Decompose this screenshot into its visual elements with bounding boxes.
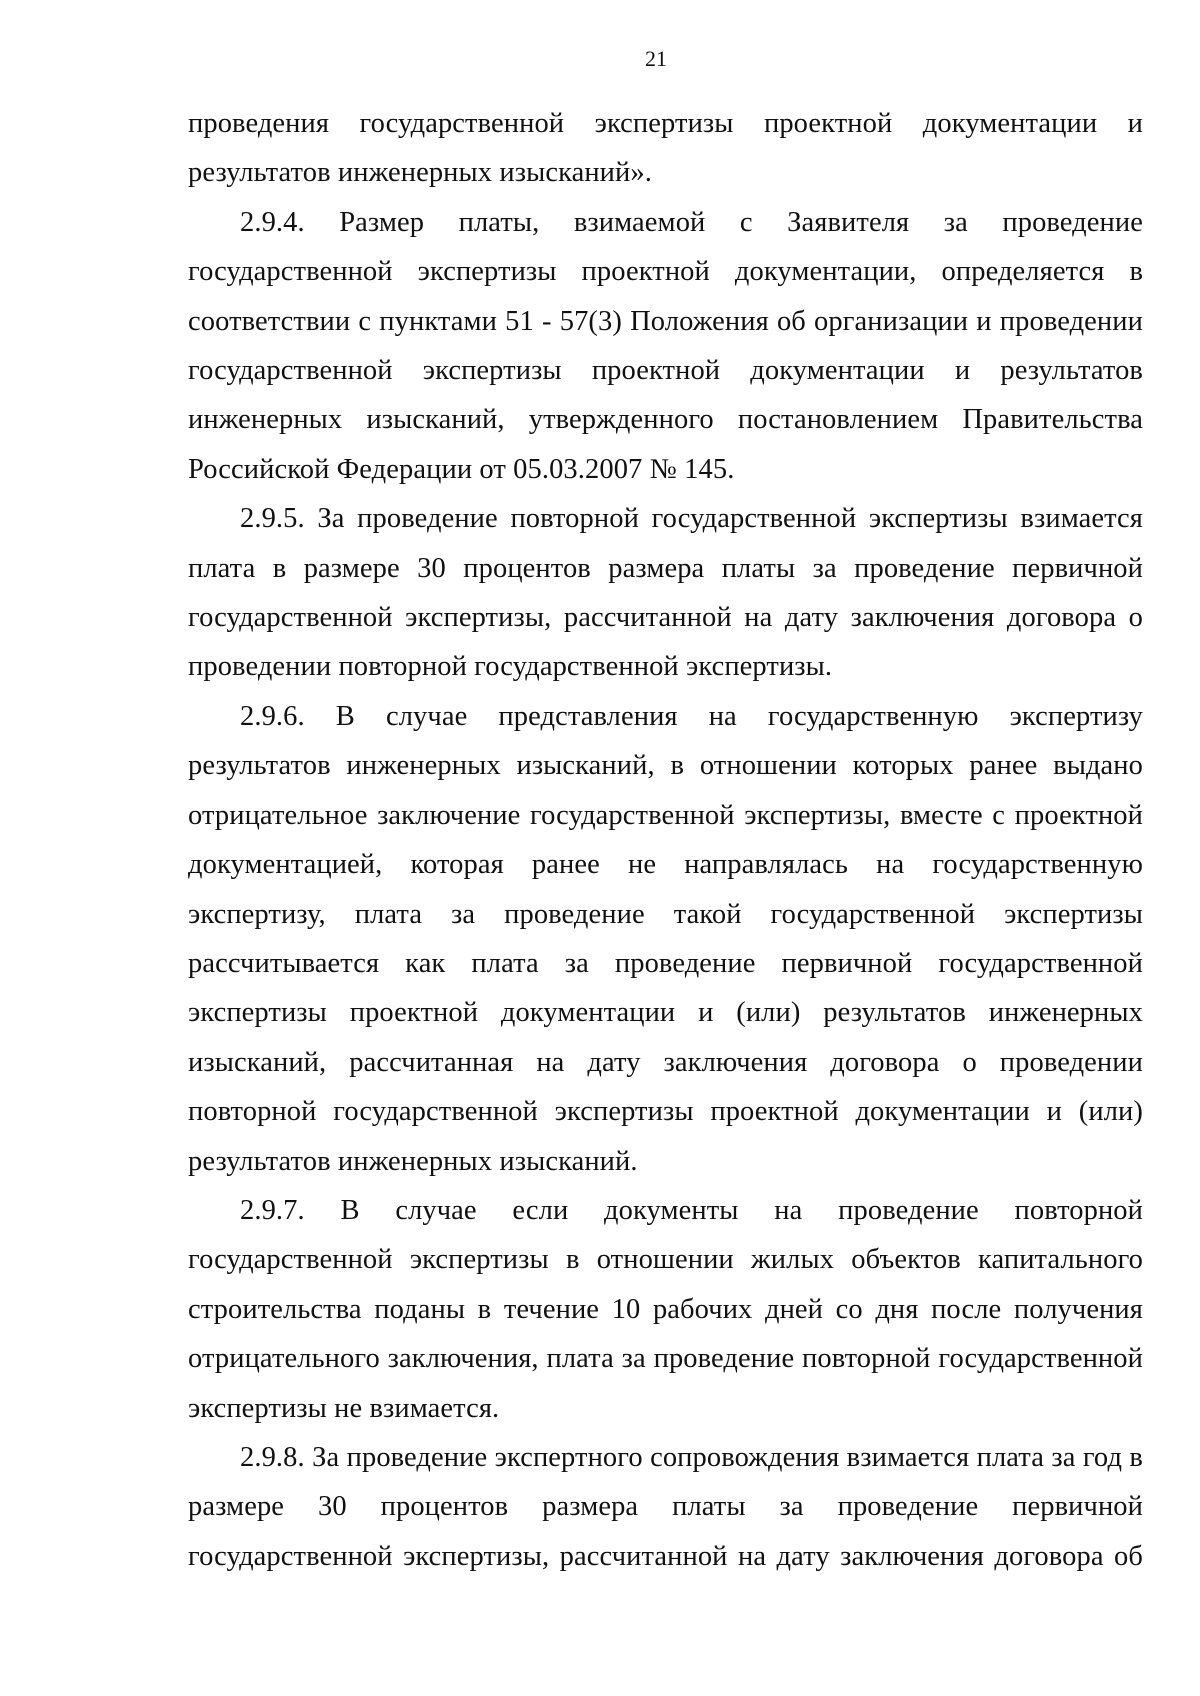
paragraph-2-9-6: 2.9.6. В случае представления на государственную экспертизу результатов инженерных изысканий, в отношении которых ранее выдано отрицательное заключение государственной экспертизы, вместе с проектной документацией, которая ранее не направлялась на государственную экспертизу, плата за проведение такой государственной экспертизы рассчитывается как плата за проведение первичной государственной экспертизы проектной документации и (или) результатов инженерных изысканий, рассчитанная на дату заключения договора о проведении повторной государственной экспертизы проектной документации и (или) результатов инженерных изысканий. [188, 700, 1143, 1177]
paragraph-2-9-8: 2.9.8. За проведение экспертного сопровождения взимается плата за год в размере 30 процентов размера платы за проведение первичной государственной экспертизы, рассчитанной на дату заключения договора об [188, 1441, 1143, 1572]
document-body [188, 99, 1143, 1581]
page-number: 21 [645, 46, 667, 71]
paragraph-continuation: проведения государственной экспертизы проектной документации и результатов инженерных изысканий». [188, 108, 1143, 189]
paragraph-2-9-7: 2.9.7. В случае если документы на проведение повторной государственной экспертизы в отношении жилых объектов капитального строительства поданы в течение 10 рабочих дней со дня после получения отрицательного заключения, плата за проведение повторной государственной экспертизы не взимается. [188, 1194, 1143, 1424]
paragraph-2-9-5: 2.9.5. За проведение повторной государственной экспертизы взимается плата в размере 30 процентов размера платы за проведение первичной государственной экспертизы, рассчитанной на дату заключения договора о проведении повторной государственной экспертизы. [188, 503, 1143, 683]
paragraph-2-9-4: 2.9.4. Размер платы, взимаемой с Заявителя за проведение государственной экспертизы проектной документации, определяется в соответствии с пунктами 51 - 57(3) Положения об организации и проведении государственной экспертизы проектной документации и результатов инженерных изысканий, утвержденного постановлением Правительства Российской Федерации от 05.03.2007 № 145. [188, 206, 1143, 485]
